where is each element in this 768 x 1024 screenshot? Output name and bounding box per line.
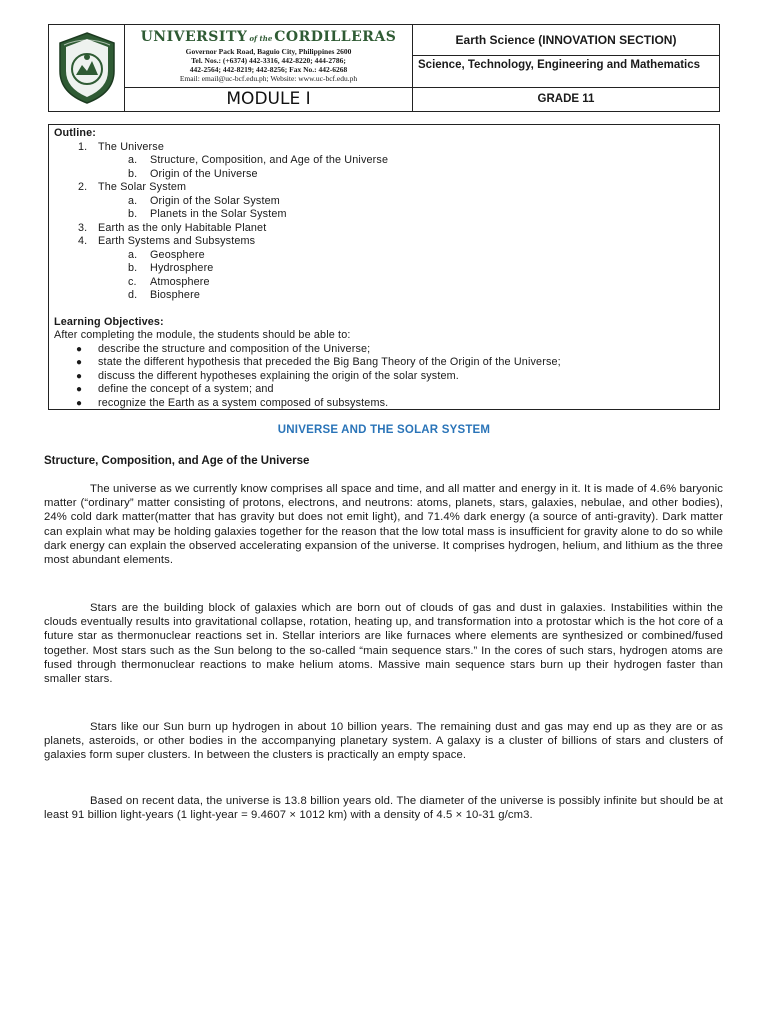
outline-subitem: a. Geosphere (128, 248, 205, 261)
university-seal-icon (56, 31, 118, 105)
subject-title: Earth Science (INNOVATION SECTION) (455, 33, 677, 47)
bullet-icon: ● (76, 343, 83, 355)
outline-subitem: a. Structure, Composition, and Age of the Universe (128, 154, 389, 166)
bullet-icon: ● (76, 384, 83, 395)
bullet-icon: ● (76, 357, 83, 368)
university-email-line: Email: email@uc-bcf.edu.ph; Website: www.uc-bcf.edu.ph (179, 74, 358, 83)
university-info (125, 25, 413, 87)
document-header (48, 24, 720, 112)
learning-objectives-heading: Learning Objectives: (54, 315, 164, 328)
outline-item: 4. Earth Systems and Subsystems (78, 235, 256, 247)
outline-subitem: b. Hydrosphere (128, 262, 214, 274)
subsection-title: Structure, Composition, and Age of the Universe (44, 455, 310, 467)
section-title: UNIVERSE AND THE SOLAR SYSTEM (277, 424, 491, 436)
body-paragraph: Stars like our Sun burn up hydrogen in about 10 billion years. The remaining dust and gas may end up as they are or as planets, asteroids, or other bodies in the accompanying planetary system. A galaxy is a cluster of billions of stars and clusters of galaxies form super clusters. In between the clusters is practically an empty space. (44, 721, 723, 762)
objective-item: ● recognize the Earth as a system composed of subsystems. (76, 396, 389, 409)
outline-item: 1. The Universe (78, 140, 165, 153)
bullet-icon: ● (76, 397, 83, 409)
university-seal-cell (49, 25, 125, 111)
strand-title: Science, Technology, Engineering and Mathematics (413, 55, 719, 87)
objective-item: ● define the concept of a system; and (76, 383, 274, 395)
objective-item: ● state the different hypothesis that preceded the Big Bang Theory of the Origin of the Universe; (76, 356, 561, 368)
module-title: MODULE I (125, 87, 413, 111)
outline-subitem: b. Origin of the Universe (128, 167, 258, 180)
outline-subitem: b. Planets in the Solar System (128, 208, 287, 220)
university-tel-line-1: Tel. Nos.: (+6374) 442-3316, 442-8220; 444-2786; (191, 56, 346, 65)
outline-subitem: c. Atmosphere (128, 275, 210, 288)
grade-level: GRADE 11 (413, 87, 719, 111)
bullet-icon: ● (76, 370, 83, 382)
body-paragraph: The universe as we currently know comprises all space and time, and all matter and energy in it. It is made of 4.6% baryonic matter (“ordinary” matter consisting of protons, electrons, and neutrons: atoms, planets, stars, galaxies, nebulae, and other bodies), 24% cold dark matter(matter that has gravity but does not emit light), and 71.4% dark energy (a source of anti-gravity). Dark matter can explain what may be holding galaxies together for the reason that the low total mass is insufficient for gravity alone to do so while dark energy can explain the observed accelerating expansion of the universe. It comprises hydrogen, helium, and lithium as the three most abundant elements. (44, 483, 723, 567)
objective-item: ● describe the structure and composition of the Universe; (76, 342, 371, 355)
body-paragraph: Based on recent data, the universe is 13.8 billion years old. The diameter of the universe is possibly infinite but should be at least 91 billion light-years (1 light-year = 9.4607 × 1012 km) with a density of 4.5 × 10-31 g/cm3. (44, 795, 723, 822)
outline-item: 3. Earth as the only Habitable Planet (78, 221, 267, 234)
objective-item: ● discuss the different hypotheses explaining the origin of the solar system. (76, 369, 459, 382)
outline-subitem: a. Origin of the Solar System (128, 194, 280, 207)
outline-heading: Outline: (54, 127, 96, 139)
university-name (125, 29, 412, 47)
body-paragraph: Stars are the building block of galaxies which are born out of clouds of gas and dust in galaxies. Instabilities within the clouds eventually results into gravitational collapse, rotation, heating up, and transformation into a protostar which is the hot core of a future star as thermonuclear reactions set in. Stellar interiors are like furnaces where elements are synthesized or combined/fused together. Most stars such as the Sun belong to the so-called “main sequence stars.” In the cores of such stars, hydrogen atoms are fused through thermonuclear reactions to make helium atoms. Massive main sequence stars burn up their hydrogen faster than smaller stars. (44, 602, 723, 686)
university-tel-line-2: 442-2564; 442-8219; 442-8256; Fax No.: 442-6268 (189, 65, 348, 74)
university-name-left: UNIVERSITY (140, 29, 248, 45)
university-address: Governor Pack Road, Baguio City, Philippines 2600 (185, 47, 352, 56)
outline-item: 2. The Solar System (78, 181, 187, 193)
outline-box (48, 124, 720, 410)
outline-subitem: d. Biosphere (128, 289, 200, 301)
university-name-of-the: of the (249, 34, 273, 43)
university-name-right: CORDILLERAS (274, 29, 397, 45)
learning-objectives-intro: After completing the module, the students should be able to: (54, 329, 351, 341)
